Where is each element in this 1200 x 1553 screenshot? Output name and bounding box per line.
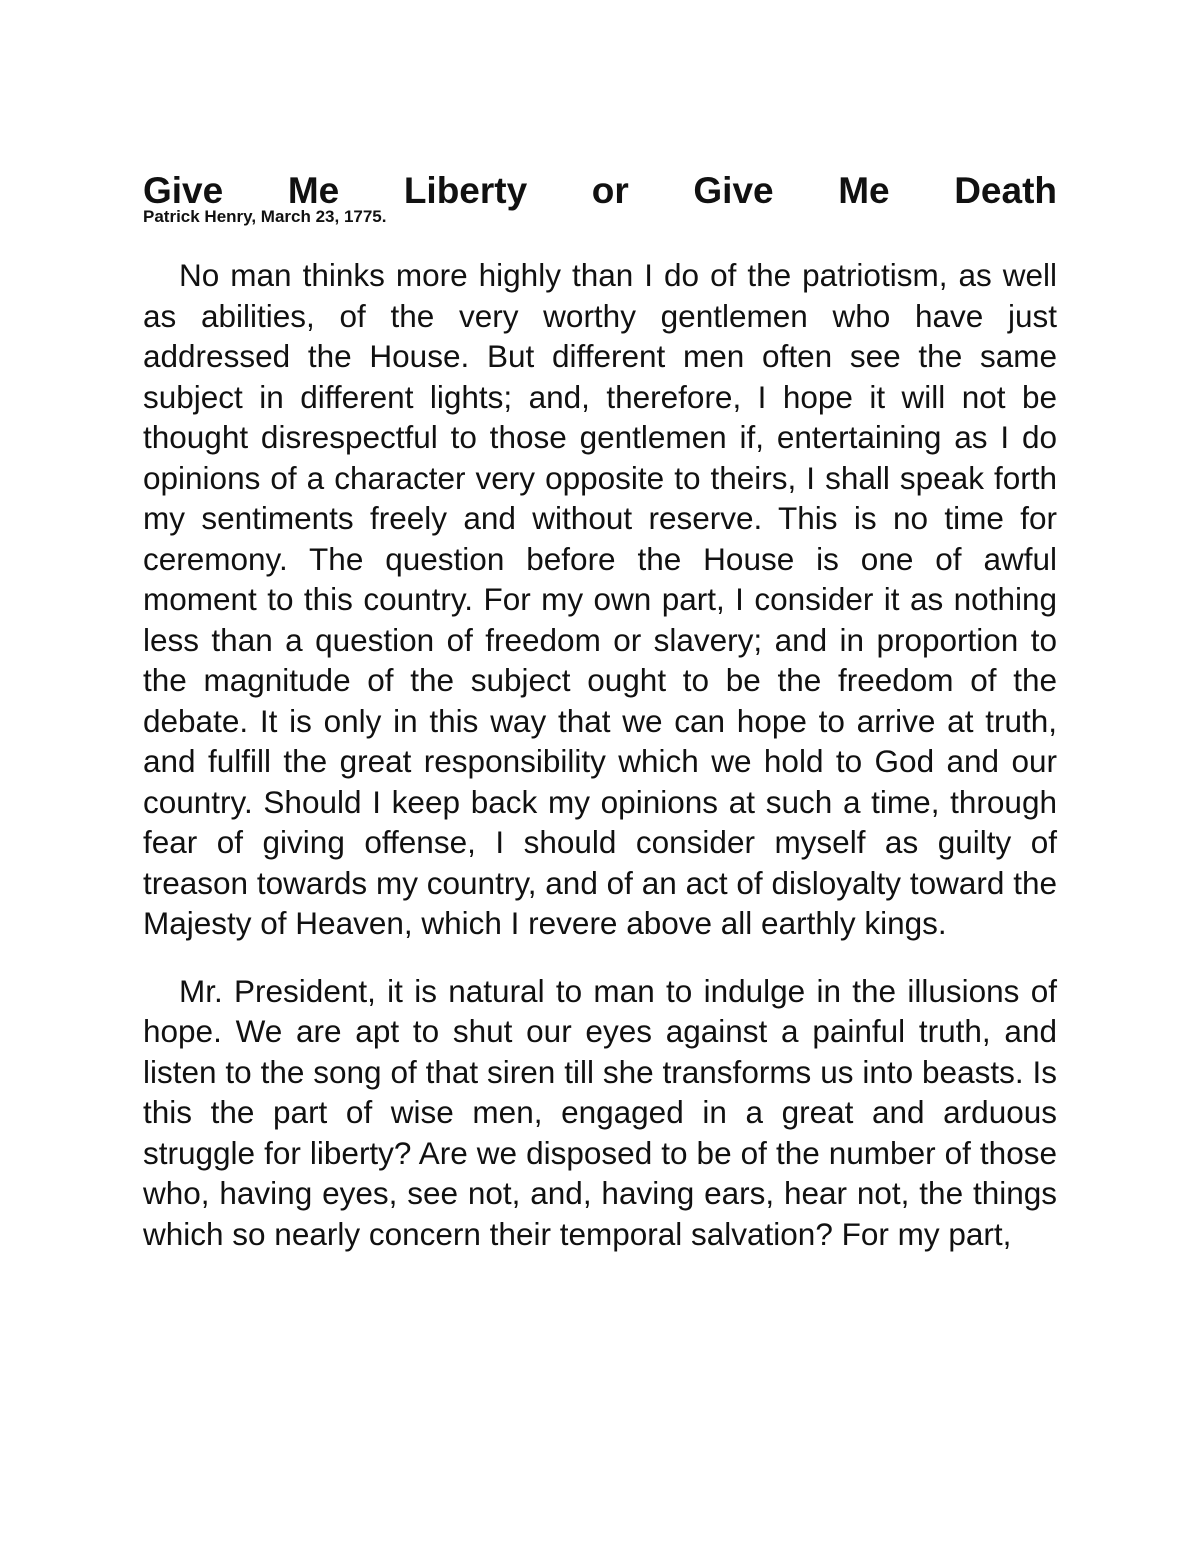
paragraph-1: No man thinks more highly than I do of the patriotism, as well as abilities, of the very worthy gentlemen who have just addressed the House. But different men often see the same subject in different lights; and, therefore, I hope it will not be thought disrespectful to those gentlemen if, entertaining as I do opinions of a character very opposite to theirs, I shall speak forth my sentiments freely and without reserve. This is no time for ceremony. The question before the House is one of awful moment to this country. For my own part, I consider it as nothing less than a question of freedom or slavery; and in proportion to the magnitude of the subject ought to be the freedom of the debate. It is only in this way that we can hope to arrive at truth, and fulfill the great responsibility which we hold to God and our country. Should I keep back my opinions at such a time, through fear of giving offense, I should consider myself as guilty of treason towards my country, and of an act of disloyalty toward the Majesty of Heaven, which I revere above all earthly kings. (143, 257, 1057, 941)
paragraph-2: Mr. President, it is natural to man to indulge in the illusions of hope. We are apt to shut our eyes against a painful truth, and listen to the song of that siren till she transforms us into beasts. Is this the part of wise men, engaged in a great and arduous struggle for liberty? Are we disposed to be of the number of those who, having eyes, see not, and, having ears, hear not, the things which so nearly concern their temporal salvation? For my part, (143, 972, 1057, 1252)
document-body (143, 168, 1057, 1254)
document-byline: Patrick Henry, March 23, 1775. (143, 207, 387, 226)
document-title: Give Me Liberty or Give Me Death (143, 170, 1057, 211)
